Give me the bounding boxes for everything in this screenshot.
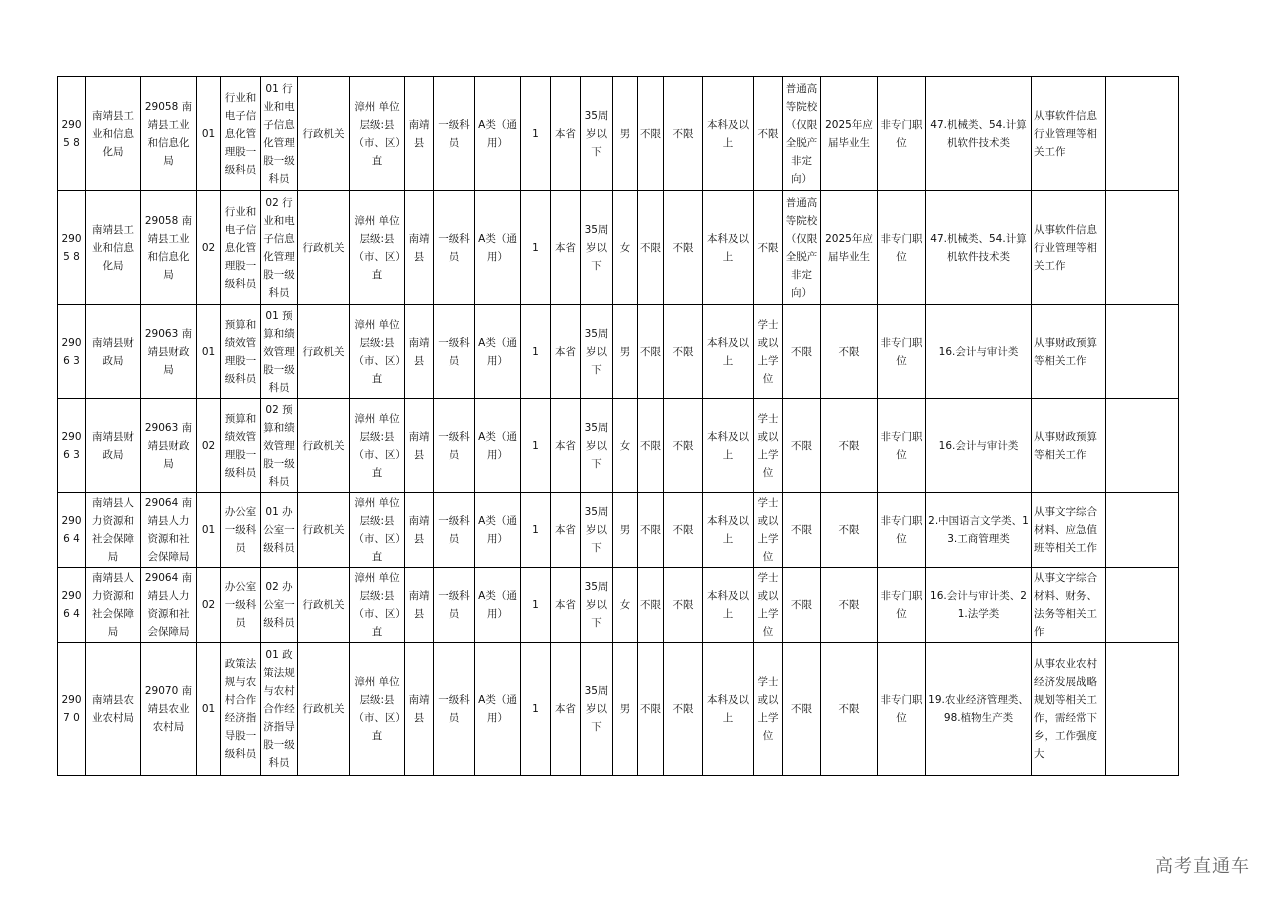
cell-rank: 一级科员 [434, 568, 475, 643]
cell-degree: 学士或以上学位 [754, 643, 783, 776]
cell-rank: 一级科员 [434, 77, 475, 191]
watermark: 高考直通车 [1155, 856, 1250, 877]
cell-category: A类（通用） [475, 643, 521, 776]
cell-degree: 学士或以上学位 [754, 305, 783, 399]
cell-gender: 男 [613, 643, 638, 776]
cell-major: 16.会计与审计类 [926, 399, 1032, 493]
cell-rank: 一级科员 [434, 191, 475, 305]
cell-seq: 01 [197, 493, 221, 568]
cell-unit: 29058 南靖县工业和信息化局 [141, 77, 197, 191]
cell-description: 从事软件信息行业管理等相关工作 [1032, 191, 1106, 305]
cell-politics: 不限 [664, 493, 703, 568]
cell-code: 2906 3 [58, 305, 86, 399]
cell-education: 本科及以上 [703, 493, 754, 568]
cell-job-type: 非专门职位 [878, 305, 926, 399]
cell-category: A类（通用） [475, 493, 521, 568]
cell-description: 从事财政预算等相关工作 [1032, 305, 1106, 399]
cell-ethnicity: 不限 [638, 77, 664, 191]
cell-age: 35周岁以下 [581, 191, 613, 305]
cell-school: 不限 [783, 493, 821, 568]
cell-position-code: 02 预算和绩效管理股一级科员 [261, 399, 298, 493]
cell-job-type: 非专门职位 [878, 493, 926, 568]
cell-identity: 不限 [821, 493, 878, 568]
table-row [58, 568, 1179, 643]
cell-job-type: 非专门职位 [878, 643, 926, 776]
cell-job-type: 非专门职位 [878, 568, 926, 643]
cell-description: 从事财政预算等相关工作 [1032, 399, 1106, 493]
cell-code: 2906 4 [58, 493, 86, 568]
cell-unit-type: 行政机关 [298, 399, 350, 493]
cell-count: 1 [521, 399, 551, 493]
table-row [58, 643, 1179, 776]
cell-household: 本省 [551, 493, 581, 568]
cell-count: 1 [521, 568, 551, 643]
cell-age: 35周岁以下 [581, 77, 613, 191]
cell-code: 2905 8 [58, 77, 86, 191]
cell-code: 2906 4 [58, 568, 86, 643]
cell-identity: 不限 [821, 399, 878, 493]
cell-position-code: 01 政策法规与农村合作经济指导股一级科员 [261, 643, 298, 776]
cell-unit-type: 行政机关 [298, 77, 350, 191]
cell-level: 漳州 单位层级:县（市、区）直 [350, 568, 405, 643]
cell-seq: 01 [197, 77, 221, 191]
cell-household: 本省 [551, 77, 581, 191]
table-row [58, 305, 1179, 399]
cell-position-code: 01 行业和电子信息化管理股一级科员 [261, 77, 298, 191]
cell-household: 本省 [551, 305, 581, 399]
cell-description: 从事文字综合材料、财务、法务等相关工作 [1032, 568, 1106, 643]
cell-description: 从事农业农村经济发展战略规划等相关工作，需经常下乡，工作强度大 [1032, 643, 1106, 776]
cell-region: 南靖县 [405, 643, 434, 776]
cell-ethnicity: 不限 [638, 568, 664, 643]
cell-education: 本科及以上 [703, 568, 754, 643]
cell-age: 35周岁以下 [581, 305, 613, 399]
cell-unit: 29058 南靖县工业和信息化局 [141, 191, 197, 305]
cell-count: 1 [521, 643, 551, 776]
cell-seq: 01 [197, 643, 221, 776]
cell-ethnicity: 不限 [638, 305, 664, 399]
cell-household: 本省 [551, 568, 581, 643]
table-row [58, 493, 1179, 568]
cell-count: 1 [521, 493, 551, 568]
cell-category: A类（通用） [475, 399, 521, 493]
cell-code: 2907 0 [58, 643, 86, 776]
cell-major: 2.中国语言文学类、13.工商管理类 [926, 493, 1032, 568]
cell-region: 南靖县 [405, 77, 434, 191]
cell-ethnicity: 不限 [638, 643, 664, 776]
cell-department: 南靖县人力资源和社会保障局 [86, 493, 141, 568]
cell-household: 本省 [551, 643, 581, 776]
cell-education: 本科及以上 [703, 643, 754, 776]
cell-level: 漳州 单位层级:县（市、区）直 [350, 399, 405, 493]
cell-gender: 女 [613, 568, 638, 643]
cell-job-type: 非专门职位 [878, 77, 926, 191]
cell-position-code: 01 预算和绩效管理股一级科员 [261, 305, 298, 399]
cell-code: 2905 8 [58, 191, 86, 305]
cell-region: 南靖县 [405, 493, 434, 568]
cell-category: A类（通用） [475, 191, 521, 305]
cell-region: 南靖县 [405, 191, 434, 305]
cell-position-code: 02 办公室一级科员 [261, 568, 298, 643]
cell-unit: 29064 南靖县人力资源和社会保障局 [141, 568, 197, 643]
cell-position-code: 01 办公室一级科员 [261, 493, 298, 568]
cell-description: 从事文字综合材料、应急值班等相关工作 [1032, 493, 1106, 568]
cell-remark [1106, 568, 1179, 643]
cell-department: 南靖县人力资源和社会保障局 [86, 568, 141, 643]
cell-politics: 不限 [664, 305, 703, 399]
cell-household: 本省 [551, 399, 581, 493]
cell-department: 南靖县农业农村局 [86, 643, 141, 776]
cell-major: 16.会计与审计类 [926, 305, 1032, 399]
cell-major: 19.农业经济管理类、98.植物生产类 [926, 643, 1032, 776]
cell-rank: 一级科员 [434, 643, 475, 776]
cell-identity: 不限 [821, 643, 878, 776]
cell-rank: 一级科员 [434, 493, 475, 568]
cell-unit: 29064 南靖县人力资源和社会保障局 [141, 493, 197, 568]
cell-school: 不限 [783, 399, 821, 493]
cell-age: 35周岁以下 [581, 643, 613, 776]
cell-description: 从事软件信息行业管理等相关工作 [1032, 77, 1106, 191]
cell-remark [1106, 77, 1179, 191]
cell-unit-type: 行政机关 [298, 643, 350, 776]
cell-unit-type: 行政机关 [298, 191, 350, 305]
cell-degree: 学士或以上学位 [754, 493, 783, 568]
cell-politics: 不限 [664, 77, 703, 191]
cell-school: 不限 [783, 643, 821, 776]
table-row [58, 77, 1179, 191]
cell-major: 47.机械类、54.计算机软件技术类 [926, 191, 1032, 305]
cell-politics: 不限 [664, 191, 703, 305]
cell-level: 漳州 单位层级:县（市、区）直 [350, 305, 405, 399]
cell-degree: 不限 [754, 191, 783, 305]
cell-position: 预算和绩效管理股一级科员 [221, 399, 261, 493]
cell-ethnicity: 不限 [638, 191, 664, 305]
cell-gender: 男 [613, 305, 638, 399]
cell-gender: 男 [613, 493, 638, 568]
cell-position: 预算和绩效管理股一级科员 [221, 305, 261, 399]
cell-position: 办公室一级科员 [221, 493, 261, 568]
cell-level: 漳州 单位层级:县（市、区）直 [350, 493, 405, 568]
cell-region: 南靖县 [405, 305, 434, 399]
cell-degree: 不限 [754, 77, 783, 191]
cell-count: 1 [521, 77, 551, 191]
cell-position-code: 02 行业和电子信息化管理股一级科员 [261, 191, 298, 305]
cell-age: 35周岁以下 [581, 493, 613, 568]
cell-rank: 一级科员 [434, 305, 475, 399]
cell-position: 政策法规与农村合作经济指导股一级科员 [221, 643, 261, 776]
cell-region: 南靖县 [405, 399, 434, 493]
cell-school: 不限 [783, 568, 821, 643]
cell-school: 不限 [783, 305, 821, 399]
cell-count: 1 [521, 191, 551, 305]
cell-unit-type: 行政机关 [298, 493, 350, 568]
cell-level: 漳州 单位层级:县（市、区）直 [350, 77, 405, 191]
cell-region: 南靖县 [405, 568, 434, 643]
cell-department: 南靖县工业和信息化局 [86, 77, 141, 191]
cell-seq: 01 [197, 305, 221, 399]
cell-department: 南靖县工业和信息化局 [86, 191, 141, 305]
cell-education: 本科及以上 [703, 191, 754, 305]
cell-degree: 学士或以上学位 [754, 568, 783, 643]
table-row [58, 399, 1179, 493]
cell-age: 35周岁以下 [581, 568, 613, 643]
cell-major: 47.机械类、54.计算机软件技术类 [926, 77, 1032, 191]
cell-education: 本科及以上 [703, 399, 754, 493]
cell-position: 行业和电子信息化管理股一级科员 [221, 77, 261, 191]
cell-gender: 男 [613, 77, 638, 191]
table-row [58, 191, 1179, 305]
cell-unit: 29063 南靖县财政局 [141, 305, 197, 399]
cell-identity: 2025年应届毕业生 [821, 191, 878, 305]
cell-remark [1106, 399, 1179, 493]
cell-unit-type: 行政机关 [298, 305, 350, 399]
cell-politics: 不限 [664, 399, 703, 493]
cell-age: 35周岁以下 [581, 399, 613, 493]
cell-gender: 女 [613, 191, 638, 305]
cell-school: 普通高等院校（仅限全脱产非定向） [783, 191, 821, 305]
cell-ethnicity: 不限 [638, 399, 664, 493]
cell-unit-type: 行政机关 [298, 568, 350, 643]
cell-remark [1106, 493, 1179, 568]
cell-unit: 29070 南靖县农业农村局 [141, 643, 197, 776]
cell-identity: 不限 [821, 568, 878, 643]
cell-category: A类（通用） [475, 568, 521, 643]
cell-seq: 02 [197, 568, 221, 643]
cell-unit: 29063 南靖县财政局 [141, 399, 197, 493]
cell-gender: 女 [613, 399, 638, 493]
cell-education: 本科及以上 [703, 77, 754, 191]
cell-identity: 2025年应届毕业生 [821, 77, 878, 191]
cell-remark [1106, 191, 1179, 305]
job-table [57, 76, 1179, 776]
cell-level: 漳州 单位层级:县（市、区）直 [350, 643, 405, 776]
cell-category: A类（通用） [475, 305, 521, 399]
cell-identity: 不限 [821, 305, 878, 399]
cell-degree: 学士或以上学位 [754, 399, 783, 493]
cell-remark [1106, 643, 1179, 776]
cell-job-type: 非专门职位 [878, 399, 926, 493]
cell-count: 1 [521, 305, 551, 399]
cell-position: 行业和电子信息化管理股一级科员 [221, 191, 261, 305]
cell-school: 普通高等院校（仅限全脱产非定向） [783, 77, 821, 191]
cell-seq: 02 [197, 191, 221, 305]
cell-code: 2906 3 [58, 399, 86, 493]
cell-seq: 02 [197, 399, 221, 493]
cell-education: 本科及以上 [703, 305, 754, 399]
cell-position: 办公室一级科员 [221, 568, 261, 643]
cell-politics: 不限 [664, 643, 703, 776]
cell-remark [1106, 305, 1179, 399]
cell-household: 本省 [551, 191, 581, 305]
cell-politics: 不限 [664, 568, 703, 643]
cell-rank: 一级科员 [434, 399, 475, 493]
cell-category: A类（通用） [475, 77, 521, 191]
cell-major: 16.会计与审计类、21.法学类 [926, 568, 1032, 643]
cell-level: 漳州 单位层级:县（市、区）直 [350, 191, 405, 305]
cell-department: 南靖县财政局 [86, 399, 141, 493]
cell-ethnicity: 不限 [638, 493, 664, 568]
cell-department: 南靖县财政局 [86, 305, 141, 399]
cell-job-type: 非专门职位 [878, 191, 926, 305]
